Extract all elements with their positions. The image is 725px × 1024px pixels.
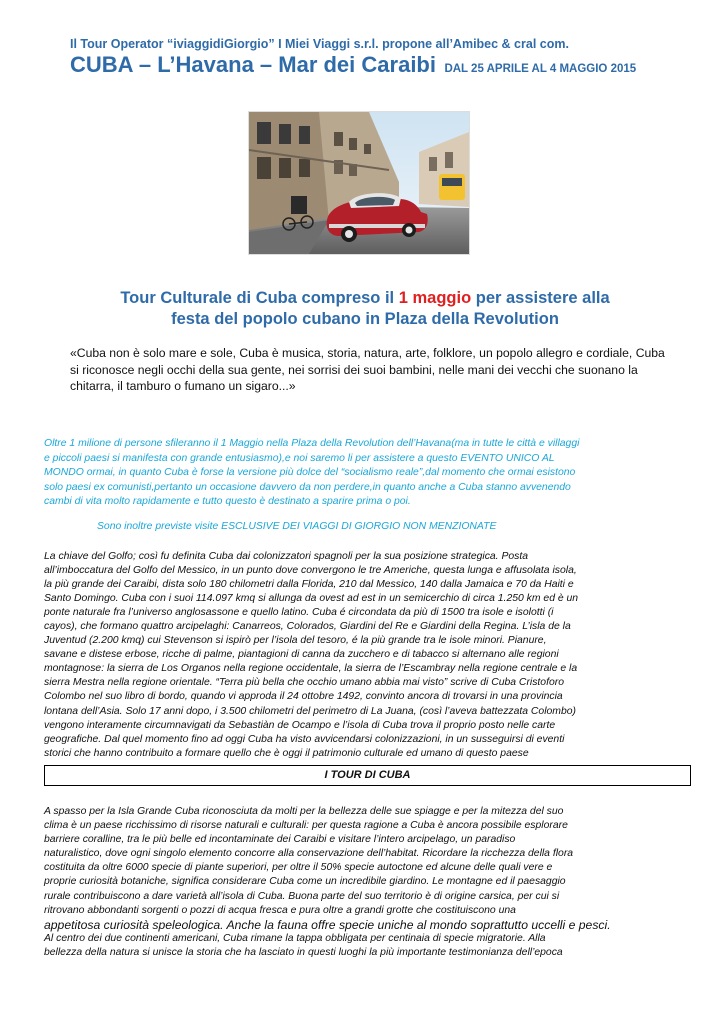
paragraph-line: ponte naturale fra l’universo anglosassone e quello latino. Cuba é circondata da più di 1500 tra isole e isolotti (i	[44, 607, 554, 619]
subtitle-line-2: festa del popolo cubano in Plaza della Revolution	[171, 310, 559, 328]
paragraph-line: Oltre 1 milione di persone sfileranno il 1 Maggio nella Plaza della Revolution dell’Havana(ma in tutte le città e villaggi	[44, 438, 580, 449]
paragraph-line: rurale contribuiscono a dare varietà all’isola di Cuba. Buona parte del suo territorio è di origine carsica, per cui si	[44, 890, 560, 902]
history-paragraph	[44, 550, 694, 761]
paragraph-line: solo paesi ex comunisti,pertanto un occasione davvero da non perdere,in quanto anche a Cuba stanno avvenendo	[44, 481, 571, 493]
paragraph-line: sierra Mestra nella regione orientale. “Terra più bella che occhio umano abbia mai visto” scrive di Cuba Cristoforo	[44, 677, 564, 689]
paragraph-line: proprie curiosità botaniche, significa considerare Cuba come un incredibile giardino. Le montagne ed il paesaggio	[44, 876, 566, 888]
exclusive-visits-note: Sono inoltre previste visite ESCLUSIVE DEI VIAGGI DI GIORGIO NON MENZIONATE	[97, 521, 497, 532]
paragraph-line: costituita da oltre 6000 specie di piante superiori, per oltre il 50% specie autoctone ed alcune delle quali vere e	[44, 862, 553, 874]
paragraph-line: Santo Domingo. Cuba con i suoi 114.097 kmq si allunga da ovest ad est in un semicerchio di circa 1.250 km ed è un	[44, 593, 579, 605]
paragraph-line: appetitosa curiosità speleologica. Anche la fauna offre specie uniche al mondo soprattutto uccelli e pesci.	[44, 917, 611, 932]
subtitle-line-1: Tour Culturale di Cuba compreso il 1 maggio per assistere alla	[120, 289, 610, 307]
paragraph-line: clima è un paese ricchissimo di risorse naturali e culturali: per questa ragione a Cuba è ancora possibile esplorare	[44, 820, 568, 832]
paragraph-line: bellezza della natura si unisce la storia che ha lasciato in questi luoghi la più importante testimonianza dell’epoca	[44, 946, 563, 958]
tour-subtitle	[45, 288, 685, 330]
paragraph-line: Colombo nel suo libro di bordo, quando vi approda il 24 ottobre 1492, convinto ancora di trovarsi in una provincia	[44, 691, 563, 703]
paragraph-line: Al centro dei due continenti americani, Cuba rimane la tappa obbligata per centinaia di specie migratorie. Alla	[44, 932, 546, 944]
paragraph-line: ritrovano abbondanti sorgenti o pozzi di acqua fresca e pura oltre a grandi grotte che costituiscono una	[44, 904, 516, 916]
paragraph-line: lontana dell’Asia. Solo 17 anni dopo, i 3.500 chilometri del perimetro di La Juana, (così l’aveva battezzata Colombo)	[44, 705, 576, 717]
paragraph-line: e piccoli paesi si manifesta con grande entusiasmo),e noi saremo li per assistere a questo EVENTO UNICO AL	[44, 452, 555, 464]
title-line	[70, 52, 710, 78]
paragraph-line: cambi di vita molto rapidamente e tutto questo è destinato a sparire prima o poi.	[44, 496, 411, 507]
paragraph-line: savane e distese erbose, ricche di palme, piantagioni di canna da zucchero e di tabacco si alternano alle regioni	[44, 649, 559, 661]
trip-dates: DAL 25 APRILE AL 4 MAGGIO 2015	[444, 63, 637, 75]
paragraph-line: geografiche. Dal quel momento fino ad oggi Cuba ha visto avvicendarsi colonizzazioni, in un susseguirsi di eventi	[44, 733, 565, 745]
page-title: CUBA – L’Havana – Mar dei Caraibi	[70, 52, 436, 77]
paragraph-line: A spasso per la Isla Grande Cuba riconosciuta da molti per la bellezza delle sue spiagge e per la mitezza del suo	[44, 806, 564, 817]
bus-shape	[439, 174, 465, 200]
operator-line: Il Tour Operator “iviaggidiGiorgio” I Miei Viaggi s.r.l. propone all’Amibec & cral com.	[70, 37, 569, 51]
paragraph-line: naturalistico, dove ogni singolo elemento concorre alla conservazione dell’habitat. Ricordare la ricchezza della flora	[44, 848, 574, 860]
paragraph-line: vengono interamente circumnavigati da Sebastiàn de Ocampo e l’isola di Cuba trova il proprio posto nelle carte	[44, 719, 556, 731]
paragraph-line: La chiave del Golfo; così fu definita Cuba dai colonizzatori spagnoli per la sua posizione strategica. Posta	[44, 551, 529, 562]
tours-paragraph	[44, 805, 694, 960]
paragraph-line: Juventud (2.200 kmq) cui Stevenson si ispirò per l’isola del tesoro, é la più grande tra le isole minori. Pianure,	[44, 635, 547, 647]
paragraph-line: montagnose: la sierra de Los Organos nella regione occidentale, la sierra de l’Escambray nella regione centrale e la	[44, 663, 578, 675]
paragraph-line: MONDO ormai, in quanto Cuba è forse la versione più dolce del “socialismo reale”,dal momento che ormai esistono	[44, 467, 576, 478]
paragraph-line: all’imboccatura del Golfo del Messico, in un punto dove convergono le tre Americhe, questa lunga e affusolata isola,	[44, 565, 577, 577]
intro-quote: «Cuba non è solo mare e sole, Cuba è musica, storia, natura, arte, folklore, un popolo allegro e cordiale, Cuba si riconosce negli occhi della sua gente, nei sorrisi dei suoi bambini, nelle mani dei vecchi che suonano la chitarra, il tamburo o fumano un sigaro...»	[70, 346, 665, 393]
paragraph-line: storici che hanno contribuito a formare quello che è oggi il patrimonio culturale ed umano di questo paese	[44, 747, 529, 759]
havana-street-photo	[248, 111, 470, 255]
paragraph-line: barriere coralline, tra le più belle ed incontaminate dei Caraibi e visitare l’intero arcipelago, un paradiso	[44, 834, 516, 846]
section-heading-box: I TOUR DI CUBA	[44, 765, 691, 786]
may-day-paragraph	[44, 437, 692, 510]
paragraph-line: la più grande dei Caraibi, dista solo 180 chilometri dalla Florida, 210 dal Messico, 140 dalla Jamaica e 70 da Haiti e	[44, 579, 574, 591]
may-day-highlight: 1 maggio	[398, 289, 472, 307]
paragraph-line: cayos), che formano quattro arcipelaghi: Canarreos, Colorados, Giardini del Re e Giardini della Regina. L’isla de la	[44, 621, 571, 633]
